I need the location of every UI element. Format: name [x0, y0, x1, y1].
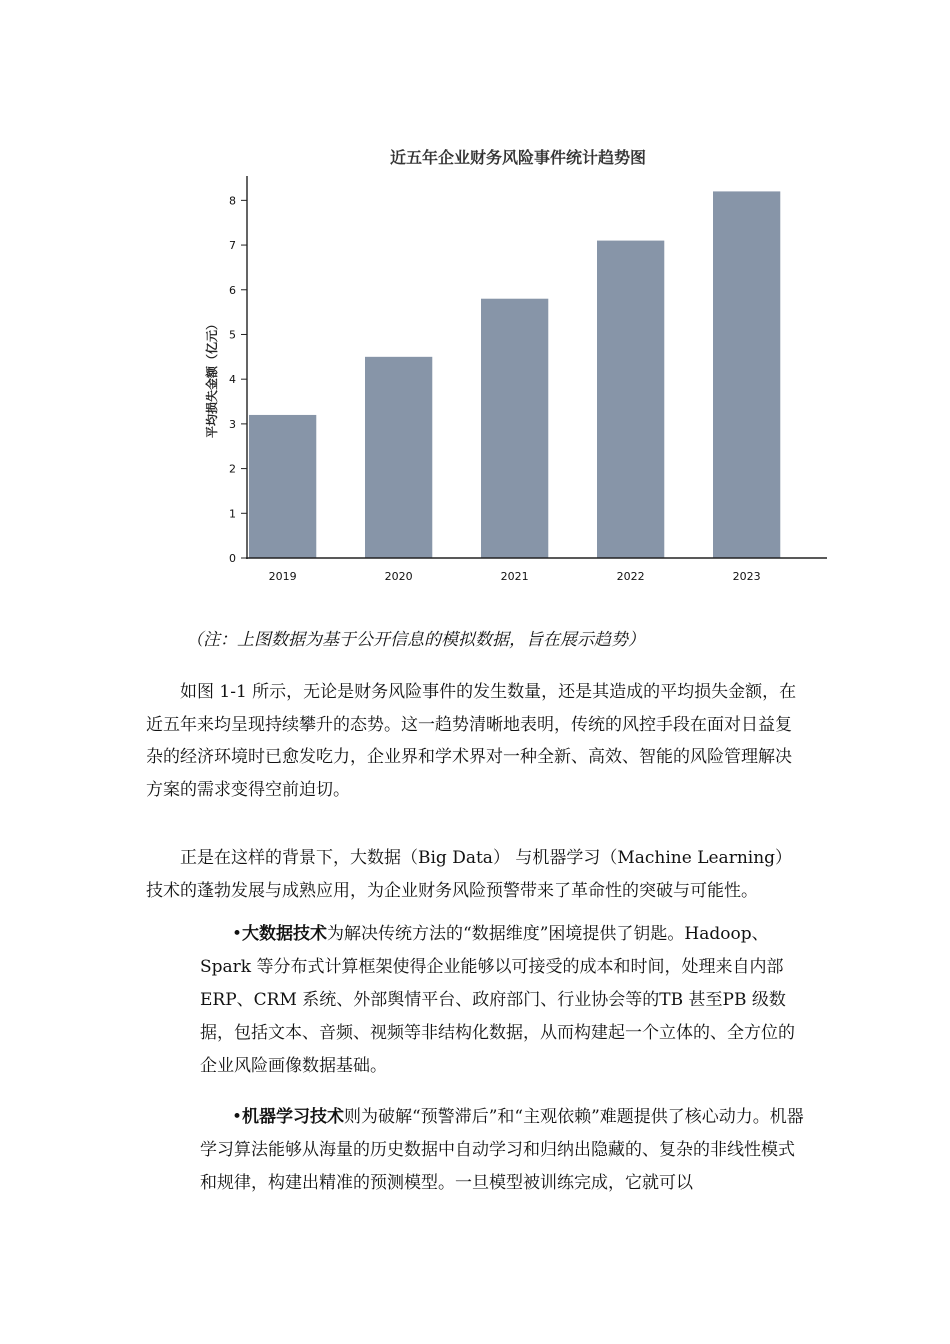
figure-note: （注：上图数据为基于公开信息的模拟数据，旨在展示趋势） — [186, 630, 645, 650]
x-tick-label: 2023 — [732, 570, 761, 583]
bullet-text: 则为破解“预警滞后”和“主观依赖”难题提供了核心动力。机器学习算法能够从海量的历史数据中自动学习和归纳出隐藏的、复杂的非线性模式和规律，构建出精准的预测模型。一旦模型被训练完成，它就可以 — [200, 1107, 804, 1193]
y-tick-label: 6 — [229, 283, 236, 297]
y-tick-label: 0 — [229, 552, 236, 565]
body-paragraph-2: 正是在这样的背景下，大数据（Big Data） 与机器学习（Machine Learning）技术的蓬勃发展与成熟应用，为企业财务风险预警带来了革命性的突破与可能性。 — [146, 848, 793, 901]
bar-2020 — [365, 357, 432, 558]
bar-2023 — [713, 191, 780, 558]
bar-2019 — [249, 415, 316, 558]
y-tick-label: 7 — [229, 239, 236, 253]
y-tick-label: 1 — [229, 507, 236, 521]
bullet-heading: 机器学习技术 — [242, 1107, 345, 1127]
bullet-marker: • — [232, 1107, 243, 1127]
x-tick-label: 2019 — [268, 570, 297, 583]
y-axis-label: 平均损失金额（亿元） — [205, 317, 219, 439]
bullet-marker: • — [232, 924, 243, 944]
bullet-item-machine-learning — [200, 1101, 806, 1200]
x-tick-label: 2022 — [616, 570, 645, 583]
bullet-text: 为解决传统方法的“数据维度”困境提供了钥匙。Hadoop、Spark 等分布式计算框架使得企业能够以可接受的成本和时间，处理来自内部 ERP、CRM 系统、外部舆情平台、政府部门、行业协会等的TB 甚至PB 级数据，包括文本、音频、视频等非结构化数据，从而构建起一个立体的、全方位的企业风险画像数据基础。 — [200, 924, 795, 1076]
y-tick-label: 3 — [229, 417, 236, 431]
y-tick-label: 5 — [229, 328, 236, 342]
bullet-heading: 大数据技术 — [242, 924, 328, 944]
bullet-item-big-data — [200, 918, 806, 1083]
y-tick-label: 2 — [229, 462, 236, 476]
bar-2021 — [481, 299, 548, 558]
bar-chart — [190, 138, 840, 593]
x-tick-label: 2021 — [500, 570, 529, 583]
chart-title: 近五年企业财务风险事件统计趋势图 — [389, 148, 647, 167]
body-paragraph-1: 如图 1-1 所示，无论是财务风险事件的发生数量，还是其造成的平均损失金额，在近五年来均呈现持续攀升的态势。这一趋势清晰地表明，传统的风控手段在面对日益复杂的经济环境时已愈发吃力，企业界和学术界对一种全新、高效、智能的风险管理解决方案的需求变得空前迫切。 — [146, 682, 797, 800]
y-tick-label: 8 — [229, 194, 236, 208]
y-tick-label: 4 — [229, 373, 236, 387]
x-tick-label: 2020 — [384, 570, 413, 583]
bar-2022 — [597, 241, 664, 558]
